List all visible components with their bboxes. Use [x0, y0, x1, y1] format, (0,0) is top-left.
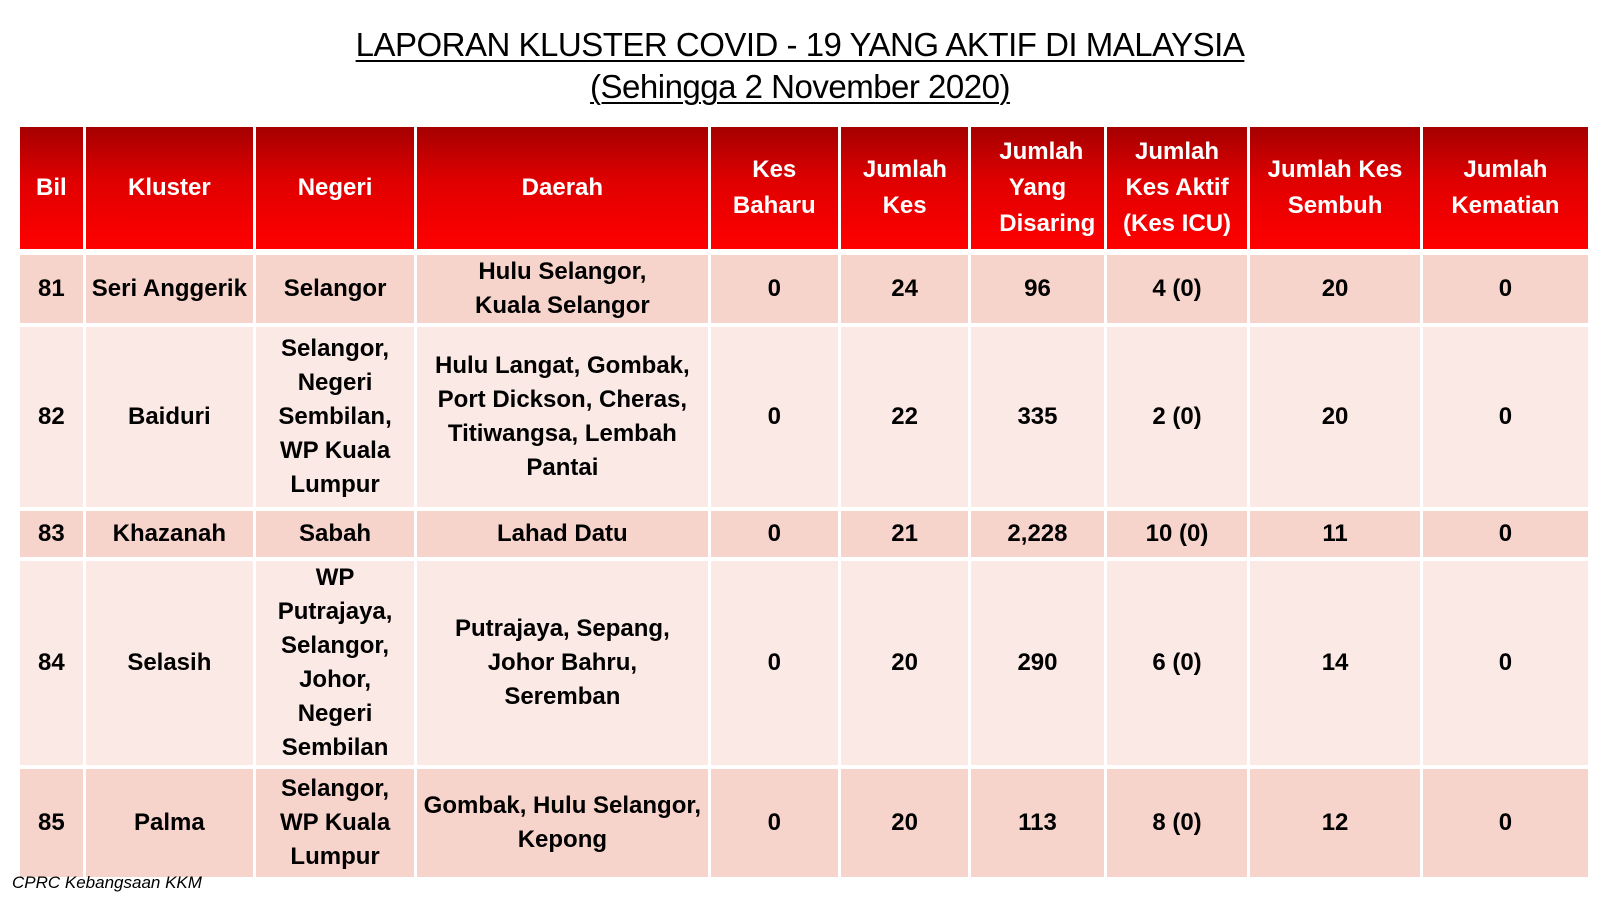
cell-kes-aktif: 2 (0): [1107, 327, 1251, 511]
header-kes-sembuh: Jumlah Kes Sembuh: [1250, 127, 1422, 255]
report-title: [0, 24, 1600, 108]
header-kes-baharu: Kes Baharu: [711, 127, 841, 255]
cell-jumlah-kes: 20: [841, 561, 971, 769]
cell-jumlah-kes: 22: [841, 327, 971, 511]
cell-kluster: Baiduri: [86, 327, 256, 511]
title-line-1: LAPORAN KLUSTER COVID - 19 YANG AKTIF DI MALAYSIA: [355, 26, 1245, 63]
cell-kes-baharu: 0: [711, 327, 841, 511]
cell-kes-sembuh: 14: [1250, 561, 1422, 769]
cell-kes-baharu: 0: [711, 561, 841, 769]
table-row: [20, 511, 1588, 561]
cell-kes-aktif: 4 (0): [1107, 255, 1251, 327]
cell-negeri: Selangor, WP Kuala Lumpur: [256, 769, 417, 881]
cell-negeri: WP Putrajaya, Selangor, Johor, Negeri Sembilan: [256, 561, 417, 769]
cell-kematian: 0: [1423, 255, 1588, 327]
cell-kluster: Khazanah: [86, 511, 256, 561]
cell-kes-sembuh: 12: [1250, 769, 1422, 881]
cluster-table: [20, 127, 1588, 881]
cell-kematian: 0: [1423, 561, 1588, 769]
cell-daerah: Hulu Langat, Gombak, Port Dickson, Cheras, Titiwangsa, Lembah Pantai: [417, 327, 710, 511]
cell-kematian: 0: [1423, 327, 1588, 511]
cell-kematian: 0: [1423, 769, 1588, 881]
cell-negeri: Sabah: [256, 511, 417, 561]
cell-kluster: Selasih: [86, 561, 256, 769]
header-daerah: Daerah: [417, 127, 710, 255]
cell-daerah: Gombak, Hulu Selangor, Kepong: [417, 769, 710, 881]
cell-kes-sembuh: 11: [1250, 511, 1422, 561]
table-row: [20, 255, 1588, 327]
cell-daerah: Hulu Selangor, Kuala Selangor: [417, 255, 710, 327]
cell-bil: 82: [20, 327, 86, 511]
cell-kluster: Seri Anggerik: [86, 255, 256, 327]
cell-jumlah-kes: 20: [841, 769, 971, 881]
cell-jumlah-disaring: 113: [971, 769, 1106, 881]
cell-kes-aktif: 8 (0): [1107, 769, 1251, 881]
header-jumlah-disaring: Jumlah Yang Disaring: [971, 127, 1106, 255]
header-jumlah-kes: Jumlah Kes: [841, 127, 971, 255]
cell-kes-baharu: 0: [711, 769, 841, 881]
cell-jumlah-disaring: 96: [971, 255, 1106, 327]
cell-jumlah-disaring: 290: [971, 561, 1106, 769]
cell-kes-baharu: 0: [711, 511, 841, 561]
table-row: [20, 769, 1588, 881]
cell-jumlah-kes: 21: [841, 511, 971, 561]
header-negeri: Negeri: [256, 127, 417, 255]
cell-negeri: Selangor, Negeri Sembilan, WP Kuala Lumpur: [256, 327, 417, 511]
title-line-2: (Sehingga 2 November 2020): [590, 68, 1010, 105]
table-header-row: [20, 127, 1588, 255]
cell-jumlah-kes: 24: [841, 255, 971, 327]
cell-jumlah-disaring: 2,228: [971, 511, 1106, 561]
cell-kluster: Palma: [86, 769, 256, 881]
cell-daerah: Lahad Datu: [417, 511, 710, 561]
cell-daerah: Putrajaya, Sepang, Johor Bahru, Seremban: [417, 561, 710, 769]
cell-bil: 83: [20, 511, 86, 561]
cell-kes-aktif: 10 (0): [1107, 511, 1251, 561]
source-note: CPRC Kebangsaan KKM: [12, 873, 202, 892]
cell-bil: 85: [20, 769, 86, 881]
cell-kematian: 0: [1423, 511, 1588, 561]
cell-kes-sembuh: 20: [1250, 327, 1422, 511]
cell-jumlah-disaring: 335: [971, 327, 1106, 511]
cell-bil: 81: [20, 255, 86, 327]
header-kematian: Jumlah Kematian: [1423, 127, 1588, 255]
cell-negeri: Selangor: [256, 255, 417, 327]
table-row: [20, 561, 1588, 769]
table-row: [20, 327, 1588, 511]
header-kes-aktif: Jumlah Kes Aktif (Kes ICU): [1107, 127, 1251, 255]
cell-kes-aktif: 6 (0): [1107, 561, 1251, 769]
header-bil: Bil: [20, 127, 86, 255]
cell-bil: 84: [20, 561, 86, 769]
header-kluster: Kluster: [86, 127, 256, 255]
cell-kes-sembuh: 20: [1250, 255, 1422, 327]
cell-kes-baharu: 0: [711, 255, 841, 327]
